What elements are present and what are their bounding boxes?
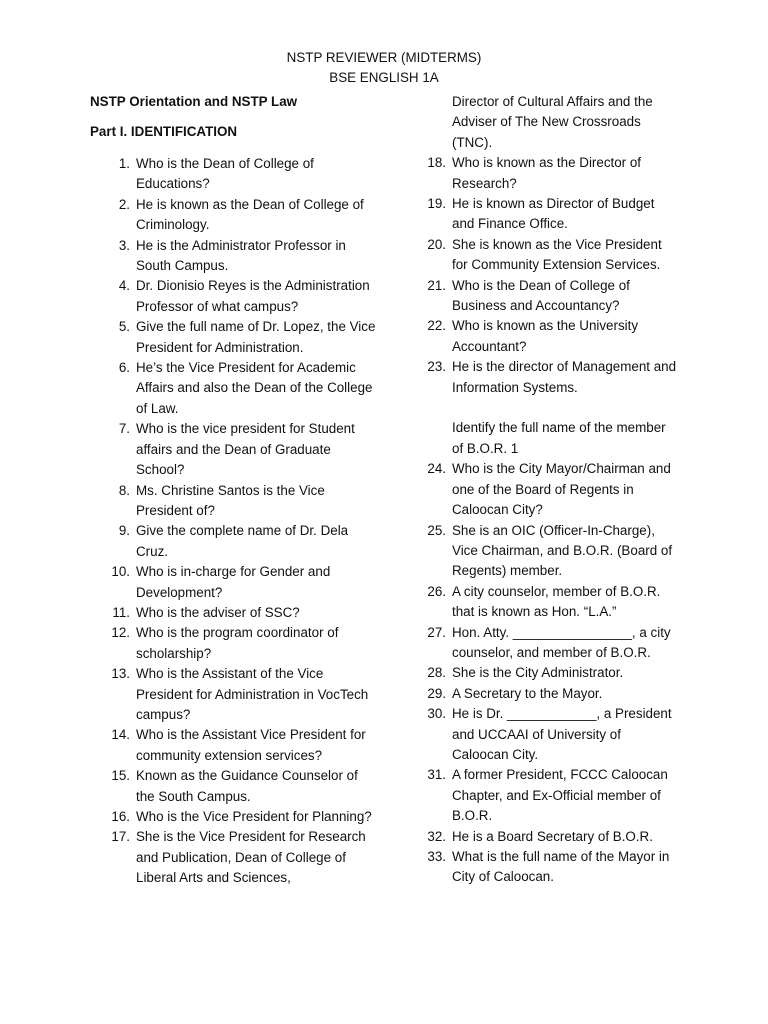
question-number: 13. xyxy=(111,666,130,682)
question-text: He is known as Director of Budget and Finance Office. xyxy=(452,196,655,232)
question-list-right-b xyxy=(420,459,680,888)
question-item xyxy=(90,827,380,888)
question-number: 33. xyxy=(427,849,446,865)
right-column xyxy=(420,92,680,888)
question-text: Ms. Christine Santos is the Vice President of? xyxy=(136,482,325,518)
question-text: Give the full name of Dr. Lopez, the Vice President for Administration. xyxy=(136,319,376,355)
question-item xyxy=(90,725,380,766)
question-item xyxy=(90,236,380,277)
question-text: A city counselor, member of B.O.R. that is known as Hon. “L.A.” xyxy=(452,583,661,620)
question-number: 20. xyxy=(427,236,446,252)
question-item xyxy=(420,459,680,520)
question-text: She is an OIC (Officer-In-Charge), Vice Chairman, and B.O.R. (Board of Regents) member. xyxy=(452,522,673,579)
question-item xyxy=(420,235,680,276)
question-text: Who is the City Mayor/Chairman and one of the Board of Regents in Caloocan City? xyxy=(452,461,671,518)
section-title: NSTP Orientation and NSTP Law xyxy=(90,94,298,109)
question-text: Who is the Dean of College of Business and Accountancy? xyxy=(452,277,630,314)
question-number: 26. xyxy=(427,583,446,599)
question-item xyxy=(420,623,680,664)
question-item xyxy=(420,765,680,826)
question-item xyxy=(420,276,680,317)
question-text: Who is known as the Director of Research? xyxy=(452,155,642,191)
question-number: 7. xyxy=(118,421,130,437)
question-number: 28. xyxy=(427,665,446,681)
question-item xyxy=(420,827,680,847)
question-text: Who is known as the University Accountant? xyxy=(452,318,639,354)
question-item xyxy=(90,623,380,664)
question-item xyxy=(420,521,680,582)
question-text: Hon. Atty. ________________, a city counselor, and member of B.O.R. xyxy=(452,624,671,660)
question-text: Give the complete name of Dr. Dela Cruz. xyxy=(136,523,349,559)
question-text: He is known as the Dean of College of Criminology. xyxy=(136,196,364,233)
document-title: NSTP REVIEWER (MIDTERMS) xyxy=(286,50,482,65)
question-item xyxy=(90,317,380,358)
question-text: He’s the Vice President for Academic Affairs and also the Dean of the College of Law. xyxy=(136,360,373,416)
question-text: Who is the program coordinator of scholarship? xyxy=(136,625,339,661)
question-number: 30. xyxy=(427,706,446,722)
question-item xyxy=(90,195,380,236)
question-text: She is known as the Vice President for Community Extension Services. xyxy=(452,236,662,273)
question-17-continuation: Director of Cultural Affairs and the Adviser of The New Crossroads (TNC). xyxy=(452,94,653,150)
question-number: 16. xyxy=(111,809,130,824)
question-text: What is the full name of the Mayor in City of Caloocan. xyxy=(452,849,670,885)
question-number: 12. xyxy=(111,625,130,641)
question-item xyxy=(90,521,380,562)
question-number: 24. xyxy=(427,461,446,477)
question-number: 10. xyxy=(111,564,130,580)
question-item xyxy=(420,684,680,704)
question-number: 31. xyxy=(427,767,446,783)
question-number: 5. xyxy=(118,319,130,335)
question-number: 9. xyxy=(118,523,130,539)
bor-instruction: Identify the full name of the member of B.O.R. 1 xyxy=(452,420,666,456)
question-text: Who is the adviser of SSC? xyxy=(136,604,300,620)
question-number: 1. xyxy=(118,156,130,171)
question-item xyxy=(90,664,380,725)
question-item xyxy=(90,766,380,807)
question-text: Who is the Assistant Vice President for community extension services? xyxy=(136,727,366,763)
question-number: 8. xyxy=(118,482,130,498)
question-number: 32. xyxy=(427,828,446,844)
question-number: 11. xyxy=(112,604,130,620)
question-text: Who is in-charge for Gender and Development? xyxy=(136,564,331,600)
question-item xyxy=(420,316,680,357)
question-number: 23. xyxy=(427,359,446,375)
question-text: He is the director of Management and Information Systems. xyxy=(452,359,677,395)
question-number: 19. xyxy=(427,196,446,212)
question-text: A Secretary to the Mayor. xyxy=(452,685,603,701)
question-item xyxy=(90,562,380,603)
question-text: Who is the Vice President for Planning? xyxy=(136,809,372,824)
question-text: He is Dr. ____________, a President and UCCAAI of University of Caloocan City. xyxy=(452,706,672,762)
question-number: 17. xyxy=(111,829,130,845)
question-number: 29. xyxy=(427,685,446,701)
question-number: 15. xyxy=(111,768,130,784)
question-item xyxy=(420,582,680,623)
question-number: 14. xyxy=(111,727,130,743)
question-item xyxy=(90,603,380,623)
question-text: Who is the vice president for Student affairs and the Dean of Graduate School? xyxy=(136,421,355,478)
question-number: 4. xyxy=(118,278,130,294)
question-number: 2. xyxy=(118,196,130,212)
left-column xyxy=(90,92,380,889)
question-number: 21. xyxy=(427,277,446,293)
question-item xyxy=(90,154,380,195)
document-subtitle: BSE ENGLISH 1A xyxy=(329,70,439,85)
document-header xyxy=(0,48,768,88)
question-text: Known as the Guidance Counselor of the South Campus. xyxy=(136,768,358,804)
question-item xyxy=(90,276,380,317)
question-text: She is the City Administrator. xyxy=(452,665,624,681)
question-text: Who is the Assistant of the Vice President for Administration in VocTech campus? xyxy=(136,666,369,722)
question-item xyxy=(420,194,680,235)
question-item xyxy=(420,663,680,683)
question-item xyxy=(90,358,380,419)
question-number: 25. xyxy=(427,522,446,538)
question-text: She is the Vice President for Research and Publication, Dean of College of Liberal Arts and Sciences, xyxy=(136,829,366,886)
question-item xyxy=(90,807,380,827)
question-text: He is a Board Secretary of B.O.R. xyxy=(452,828,653,844)
spacer xyxy=(420,398,680,418)
question-number: 3. xyxy=(118,237,130,253)
part-title: Part I. IDENTIFICATION xyxy=(90,124,238,139)
question-item xyxy=(90,419,380,480)
question-text: Who is the Dean of College of Educations? xyxy=(136,156,314,192)
question-text: A former President, FCCC Caloocan Chapter, and Ex-Official member of B.O.R. xyxy=(452,767,668,824)
question-number: 27. xyxy=(427,624,446,640)
question-item xyxy=(420,847,680,888)
question-item xyxy=(420,357,680,398)
question-list-left xyxy=(90,154,380,889)
question-item xyxy=(90,481,380,522)
question-number: 22. xyxy=(427,318,446,334)
question-item xyxy=(420,704,680,765)
question-list-right-a xyxy=(420,153,680,398)
question-text: He is the Administrator Professor in South Campus. xyxy=(136,237,346,274)
question-item xyxy=(420,153,680,194)
question-number: 6. xyxy=(118,360,130,376)
question-number: 18. xyxy=(427,155,446,171)
question-text: Dr. Dionisio Reyes is the Administration Professor of what campus? xyxy=(136,278,370,314)
